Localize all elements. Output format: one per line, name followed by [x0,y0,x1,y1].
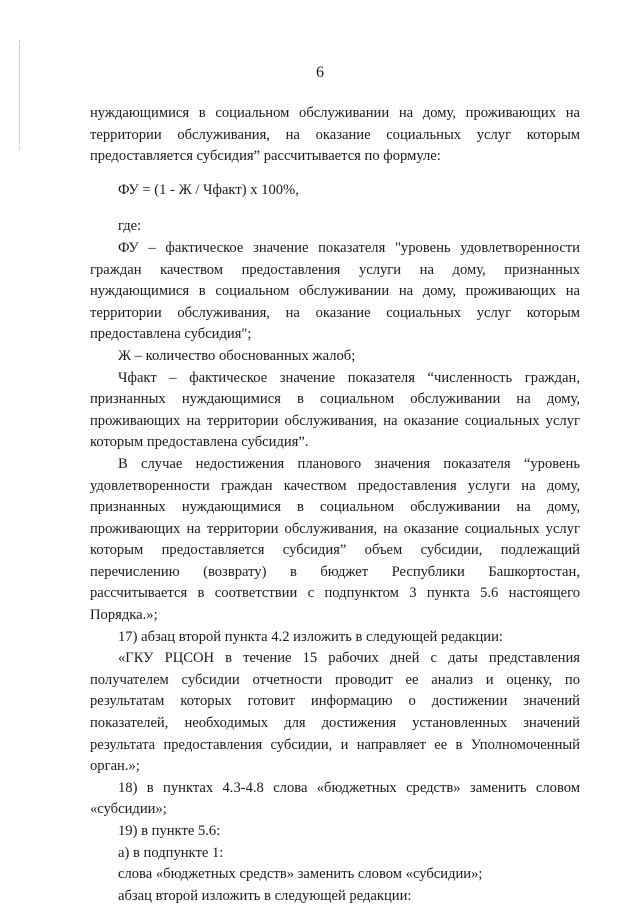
page-number: 6 [316,64,324,81]
paragraph: абзац второй изложить в следующей редакции: [118,887,412,904]
paragraph: а) в подпункте 1: [118,844,224,861]
paragraph: нуждающимися в социальном обслуживании на дому, проживающих на территории обслуживания, на оказание социальных услуг которым предоставляется субсидия” рассчитывается по формуле: [90,105,580,165]
paragraph: Чфакт – фактическое значение показателя “численность граждан, признанных нуждающимися в социальном обслуживании на дому, проживающих на территории обслуживания, на оказание социальных услуг которым предоставлена субсидия”. [90,369,580,451]
paragraph: 19) в пункте 5.6: [118,823,221,839]
paragraph: Ж – количество обоснованных жалоб; [118,347,356,364]
paragraph: 17) абзац второй пункта 4.2 изложить в следующей редакции: [118,628,503,645]
paragraph: где: [118,218,142,235]
document-body [90,103,580,907]
paragraph: ФУ = (1 - Ж / Чфакт) х 100%, [118,181,299,198]
paragraph: В случае недостижения планового значения показателя “уровень удовлетворенности граждан качеством предоставления услуги на дому, признанных нуждающимися в социальном обслуживании на дому, проживающих на территории обслуживания, на оказание социальных услуг которым предоставляется субсидия” объем субсидии, подлежащий перечислению (возврату) в бюджет Республики Башкортостан, рассчитывается в соответствии с подпунктом 3 пункта 5.6 настоящего Порядка.»; [90,455,580,624]
paragraph: «ГКУ РЦСОН в течение 15 рабочих дней с даты представления получателем субсидии отчетности проводит ее анализ и оценку, по результатам которых готовит информацию о достижении значений показателей, необходимых для достижения установленных значений результата предоставления субсидии, и направляет ее в Уполномоченный орган.»; [90,650,580,775]
margin-marks [19,40,22,150]
paragraph: ФУ – фактическое значение показателя "уровень удовлетворенности граждан качеством предоставления услуги на дому, признанных нуждающимися в социальном обслуживании на дому, проживающих на территории обслуживания, на оказание социальных услуг которым предоставлена субсидия"; [90,239,580,343]
paragraph: слова «бюджетных средств» заменить словом «субсидии»; [118,866,483,883]
paragraph: 18) в пунктах 4.3-4.8 слова «бюджетных средств» заменить словом «субсидии»; [90,779,580,818]
